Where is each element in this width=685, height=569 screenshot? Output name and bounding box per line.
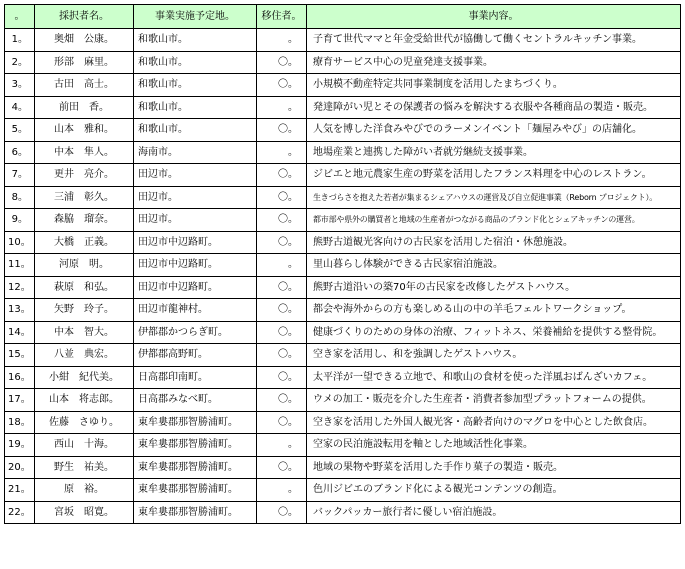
table-row: [5, 231, 681, 254]
applicant-name: 古田 高士。: [35, 74, 134, 97]
table-row: [5, 96, 681, 119]
applicant-name: 奥畑 公康。: [35, 29, 134, 52]
project-location: 海南市。: [134, 141, 257, 164]
project-location: 田辺市。: [134, 164, 257, 187]
row-number: 7。: [5, 164, 35, 187]
row-number: 19。: [5, 434, 35, 457]
project-content: 熊野古道観光客向けの古民家を活用した宿泊・休憩施設。: [307, 231, 681, 254]
row-number: 20。: [5, 456, 35, 479]
project-location: 伊都郡高野町。: [134, 344, 257, 367]
project-location: 田辺市。: [134, 186, 257, 209]
migrant-mark: 〇。: [257, 344, 307, 367]
header-content: 事業内容。: [307, 5, 681, 29]
project-content: 人気を博した洋食みやびでのラーメンイベント「麺屋みやび」の店舗化。: [307, 119, 681, 142]
applicant-name: 八並 典宏。: [35, 344, 134, 367]
migrant-mark: 〇。: [257, 119, 307, 142]
row-number: 17。: [5, 389, 35, 412]
migrant-mark: 。: [257, 29, 307, 52]
table-row: [5, 164, 681, 187]
project-content: バックパッカー旅行者に優しい宿泊施設。: [307, 501, 681, 524]
applicant-name: 山本 将志郎。: [35, 389, 134, 412]
applicant-name: 西山 十海。: [35, 434, 134, 457]
project-location: 和歌山市。: [134, 96, 257, 119]
table-row: [5, 434, 681, 457]
header-no: 。: [5, 5, 35, 29]
row-number: 15。: [5, 344, 35, 367]
project-content: 生きづらさを抱えた若者が集まるシェアハウスの運営及び自立促進事業（Reborn プロジェクト）。: [307, 186, 681, 209]
migrant-mark: 〇。: [257, 299, 307, 322]
migrant-mark: 〇。: [257, 411, 307, 434]
project-content: ジビエと地元農家生産の野菜を活用したフランス料理を中心のレストラン。: [307, 164, 681, 187]
project-location: 田辺市中辺路町。: [134, 276, 257, 299]
row-number: 10。: [5, 231, 35, 254]
project-content: 都市部や県外の購買者と地域の生産者がつながる商品のブランド化とシェアキッチンの運営。: [307, 209, 681, 232]
migrant-mark: 〇。: [257, 51, 307, 74]
migrant-mark: 〇。: [257, 276, 307, 299]
migrant-mark: 〇。: [257, 231, 307, 254]
row-number: 22。: [5, 501, 35, 524]
applicant-name: 前田 香。: [35, 96, 134, 119]
project-location: 伊都郡かつらぎ町。: [134, 321, 257, 344]
table-row: [5, 389, 681, 412]
migrant-mark: 。: [257, 96, 307, 119]
project-content: 発達障がい児とその保護者の悩みを解決する衣服や各種商品の製造・販売。: [307, 96, 681, 119]
header-migrant: 移住者。: [257, 5, 307, 29]
project-content: 色川ジビエのブランド化による観光コンテンツの創造。: [307, 479, 681, 502]
project-content: 太平洋が一望できる立地で、和歌山の食材を使った洋風おばんざいカフェ。: [307, 366, 681, 389]
row-number: 3。: [5, 74, 35, 97]
project-location: 日高郡印南町。: [134, 366, 257, 389]
row-number: 13。: [5, 299, 35, 322]
table-row: [5, 119, 681, 142]
table-row: [5, 276, 681, 299]
applicant-name: 萩原 和弘。: [35, 276, 134, 299]
migrant-mark: 。: [257, 479, 307, 502]
migrant-mark: 。: [257, 434, 307, 457]
row-number: 11。: [5, 254, 35, 277]
project-location: 和歌山市。: [134, 29, 257, 52]
applicant-name: 形部 麻里。: [35, 51, 134, 74]
project-content: 地場産業と連携した障がい者就労継続支援事業。: [307, 141, 681, 164]
applicant-name: 山本 雅和。: [35, 119, 134, 142]
row-number: 2。: [5, 51, 35, 74]
row-number: 9。: [5, 209, 35, 232]
row-number: 4。: [5, 96, 35, 119]
table-row: [5, 186, 681, 209]
project-location: 東牟婁郡那智勝浦町。: [134, 479, 257, 502]
project-content: 療育サービス中心の児童発達支援事業。: [307, 51, 681, 74]
migrant-mark: 。: [257, 141, 307, 164]
table-row: [5, 74, 681, 97]
project-location: 東牟婁郡那智勝浦町。: [134, 501, 257, 524]
table-row: [5, 479, 681, 502]
applicant-name: 宮坂 昭寛。: [35, 501, 134, 524]
applicant-name: 中本 隼人。: [35, 141, 134, 164]
project-content: 空き家を活用した外国人観光客・高齢者向けのマグロを中心とした飲食店。: [307, 411, 681, 434]
project-location: 東牟婁郡那智勝浦町。: [134, 456, 257, 479]
migrant-mark: 〇。: [257, 456, 307, 479]
project-content: 地域の果物や野菜を活用した手作り菓子の製造・販売。: [307, 456, 681, 479]
project-location: 和歌山市。: [134, 119, 257, 142]
header-name: 採択者名。: [35, 5, 134, 29]
migrant-mark: 〇。: [257, 186, 307, 209]
applicant-name: 佐藤 さゆり。: [35, 411, 134, 434]
migrant-mark: 〇。: [257, 209, 307, 232]
applicant-name: 原 裕。: [35, 479, 134, 502]
table-row: [5, 321, 681, 344]
table-row: [5, 254, 681, 277]
applicant-name: 中本 智大。: [35, 321, 134, 344]
applicant-name: 河原 明。: [35, 254, 134, 277]
table-header-row: [5, 5, 681, 29]
project-location: 東牟婁郡那智勝浦町。: [134, 411, 257, 434]
project-content: 健康づくりのための身体の治療、フィットネス、栄養補給を提供する整骨院。: [307, 321, 681, 344]
project-content: 小規模不動産特定共同事業制度を活用したまちづくり。: [307, 74, 681, 97]
project-content: ウメの加工・販売を介した生産者・消費者参加型プラットフォームの提供。: [307, 389, 681, 412]
table-row: [5, 209, 681, 232]
applicant-name: 更井 亮介。: [35, 164, 134, 187]
project-location: 田辺市中辺路町。: [134, 231, 257, 254]
applicant-name: 大橋 正義。: [35, 231, 134, 254]
migrant-mark: 〇。: [257, 74, 307, 97]
migrant-mark: 。: [257, 254, 307, 277]
project-location: 田辺市龍神村。: [134, 299, 257, 322]
project-location: 和歌山市。: [134, 51, 257, 74]
project-location: 東牟婁郡那智勝浦町。: [134, 434, 257, 457]
table-row: [5, 456, 681, 479]
applicant-name: 三浦 彰久。: [35, 186, 134, 209]
project-content: 空家の民泊施設転用を軸とした地域活性化事業。: [307, 434, 681, 457]
table-row: [5, 411, 681, 434]
row-number: 12。: [5, 276, 35, 299]
project-location: 田辺市中辺路町。: [134, 254, 257, 277]
project-location: 和歌山市。: [134, 74, 257, 97]
applicant-name: 小紺 紀代美。: [35, 366, 134, 389]
table-body: [5, 29, 681, 524]
project-content: 熊野古道沿いの築70年の古民家を改修したゲストハウス。: [307, 276, 681, 299]
project-location: 田辺市。: [134, 209, 257, 232]
project-content: 都会や海外からの方も楽しめる山の中の羊毛フェルトワークショップ。: [307, 299, 681, 322]
row-number: 6。: [5, 141, 35, 164]
row-number: 5。: [5, 119, 35, 142]
row-number: 1。: [5, 29, 35, 52]
row-number: 21。: [5, 479, 35, 502]
row-number: 16。: [5, 366, 35, 389]
adoption-table-container: [4, 4, 681, 524]
row-number: 8。: [5, 186, 35, 209]
applicant-name: 野生 祐美。: [35, 456, 134, 479]
table-row: [5, 299, 681, 322]
table-row: [5, 366, 681, 389]
row-number: 14。: [5, 321, 35, 344]
project-content: 空き家を活用し、和を強調したゲストハウス。: [307, 344, 681, 367]
migrant-mark: 〇。: [257, 389, 307, 412]
table-row: [5, 501, 681, 524]
project-content: 子育て世代ママと年金受給世代が協働して働くセントラルキッチン事業。: [307, 29, 681, 52]
table-row: [5, 51, 681, 74]
row-number: 18。: [5, 411, 35, 434]
table-row: [5, 344, 681, 367]
table-row: [5, 29, 681, 52]
applicant-name: 森脇 瑠奈。: [35, 209, 134, 232]
applicant-name: 矢野 玲子。: [35, 299, 134, 322]
adoption-table: [4, 4, 681, 524]
migrant-mark: 〇。: [257, 366, 307, 389]
migrant-mark: 〇。: [257, 164, 307, 187]
table-row: [5, 141, 681, 164]
header-location: 事業実施予定地。: [134, 5, 257, 29]
migrant-mark: 〇。: [257, 321, 307, 344]
project-location: 日高郡みなべ町。: [134, 389, 257, 412]
migrant-mark: 〇。: [257, 501, 307, 524]
project-content: 里山暮らし体験ができる古民家宿泊施設。: [307, 254, 681, 277]
